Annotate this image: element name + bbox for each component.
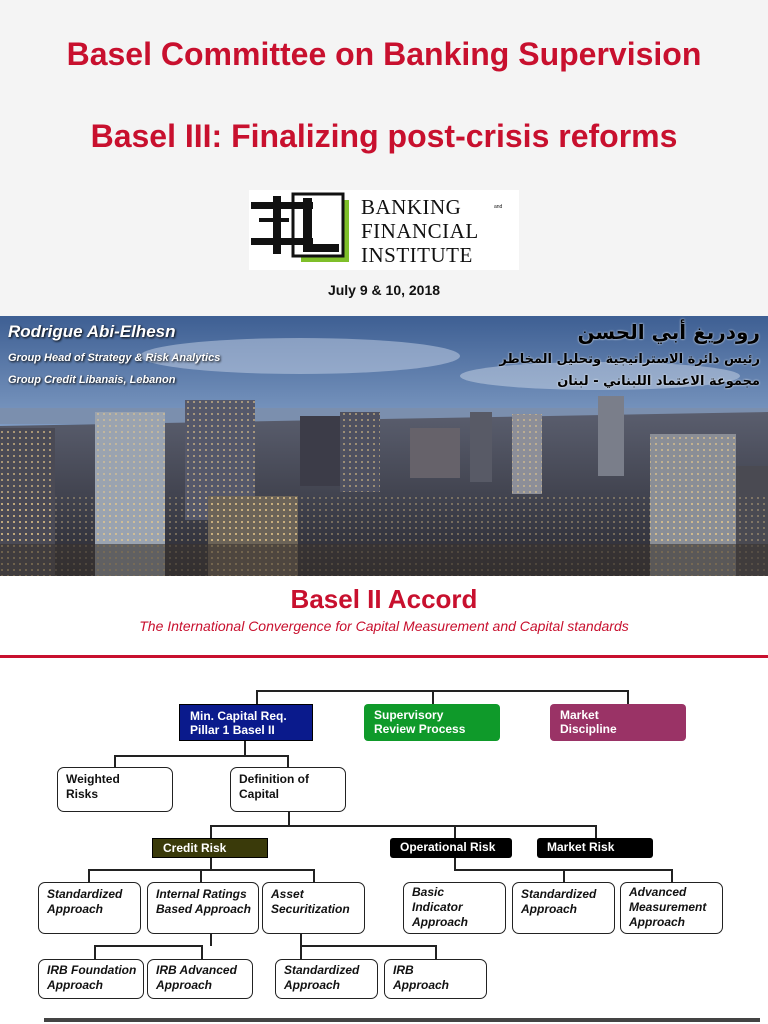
definition-of-capital-box <box>230 767 346 812</box>
pillar-3-box <box>550 704 686 741</box>
presenter-role-arabic: رئيس دائرة الاستراتيجية وتحليل المخاطر <box>499 352 760 367</box>
banking-financial-institute-logo <box>249 190 519 270</box>
pillar-2-box <box>364 704 500 741</box>
slide-title-line2: Basel III: Finalizing post-crisis reforms <box>90 118 678 154</box>
operational-risk-bar: Operational Risk <box>390 838 512 858</box>
basel-ii-subtitle: The International Convergence for Capital Measurement and Capital standards <box>139 618 629 634</box>
credit-risk-bar: Credit Risk <box>152 838 268 858</box>
box-line: Standardized <box>284 963 360 977</box>
box-line: Asset <box>271 887 304 901</box>
connector <box>114 755 288 757</box>
title-divider <box>0 655 768 658</box>
internal-ratings-based-approach-box <box>147 882 259 934</box>
connector <box>88 869 90 882</box>
slide-title-line1: Basel Committee on Banking Supervision <box>66 36 702 72</box>
presenter-name-arabic: رودريغ أبي الحسن <box>577 320 760 344</box>
box-line: Approach <box>284 978 341 992</box>
basel-ii-title: Basel II Accord <box>290 584 478 614</box>
weighted-risks-box <box>57 767 173 812</box>
box-line: Securitization <box>271 902 350 916</box>
box-line: Approach <box>393 978 450 992</box>
definition-capital-line2: Capital <box>239 787 280 801</box>
connector <box>300 945 302 959</box>
connector <box>210 934 212 946</box>
box-line: Approach <box>521 902 578 916</box>
box-line: Indicator <box>412 900 463 914</box>
box-line: Approach <box>47 978 104 992</box>
logo-word-institute: INSTITUTE <box>361 243 473 267</box>
city-skyline-banner <box>0 316 768 576</box>
box-line: Advanced <box>629 885 687 899</box>
securitization-standardized-approach-box <box>275 959 378 999</box>
connector <box>201 945 203 959</box>
logo-word-financial: FINANCIAL <box>361 219 479 243</box>
box-line: IRB Foundation <box>47 963 137 977</box>
connector <box>595 825 597 838</box>
box-line: Internal Ratings <box>156 887 247 901</box>
connector <box>563 869 565 882</box>
pillars-connector <box>256 690 628 692</box>
pillar-2-line1: Supervisory <box>374 708 444 722</box>
connector <box>627 690 629 704</box>
bfi-monogram-icon <box>249 190 359 270</box>
box-line: Based Approach <box>156 902 251 916</box>
irb-advanced-approach-box <box>147 959 253 999</box>
basic-indicator-approach-box <box>403 882 506 934</box>
presenter-org-arabic: مجموعة الاعتماد اللبناني - لبنان <box>557 374 760 389</box>
box-line: Approach <box>412 915 469 929</box>
asset-securitization-box <box>262 882 365 934</box>
box-line: Approach <box>156 978 213 992</box>
connector <box>210 825 212 838</box>
box-line: IRB Advanced <box>156 963 237 977</box>
securitization-irb-approach-box <box>384 959 487 999</box>
connector <box>94 945 202 947</box>
box-line: Basic <box>412 885 445 899</box>
connector <box>454 825 456 838</box>
pillar-3-line1: Market <box>560 708 599 722</box>
presenter-org: Group Credit Libanais, Lebanon <box>8 374 176 386</box>
box-line: Approach <box>629 915 686 929</box>
connector <box>210 825 596 827</box>
box-line: Measurement <box>629 900 707 914</box>
presenter-name: Rodrigue Abi-Elhesn <box>8 322 176 341</box>
connector <box>288 812 290 826</box>
box-line: Standardized <box>521 887 597 901</box>
connector <box>313 869 315 882</box>
pillar-1-line1: Min. Capital Req. <box>190 709 287 723</box>
weighted-risks-line1: Weighted <box>66 772 120 786</box>
irb-foundation-approach-box <box>38 959 144 999</box>
pillar-1-box <box>179 704 313 741</box>
box-line: IRB <box>393 963 414 977</box>
connector <box>671 869 673 882</box>
pillar-3-line2: Discipline <box>560 722 617 736</box>
market-risk-bar: Market Risk <box>537 838 653 858</box>
connector <box>432 690 434 704</box>
connector <box>300 945 436 947</box>
presenter-role: Group Head of Strategy & Risk Analytics <box>8 352 221 364</box>
credit-standardized-approach-box <box>38 882 141 934</box>
connector <box>200 869 202 882</box>
definition-capital-line1: Definition of <box>239 772 309 786</box>
pillar-2-line2: Review Process <box>374 722 466 736</box>
connector <box>256 690 258 704</box>
box-line: Standardized <box>47 887 123 901</box>
operational-standardized-approach-box <box>512 882 615 934</box>
advanced-measurement-approach-box <box>620 882 723 934</box>
logo-word-and: and <box>494 204 503 210</box>
logo-word-banking: BANKING <box>361 195 462 219</box>
connector <box>244 740 246 756</box>
pillar-1-line2: Pillar 1 Basel II <box>190 723 275 737</box>
connector <box>435 945 437 959</box>
bottom-divider <box>44 1018 760 1022</box>
box-line: Approach <box>47 902 104 916</box>
weighted-risks-line2: Risks <box>66 787 99 801</box>
event-date: July 9 & 10, 2018 <box>327 282 441 298</box>
connector <box>94 945 96 959</box>
